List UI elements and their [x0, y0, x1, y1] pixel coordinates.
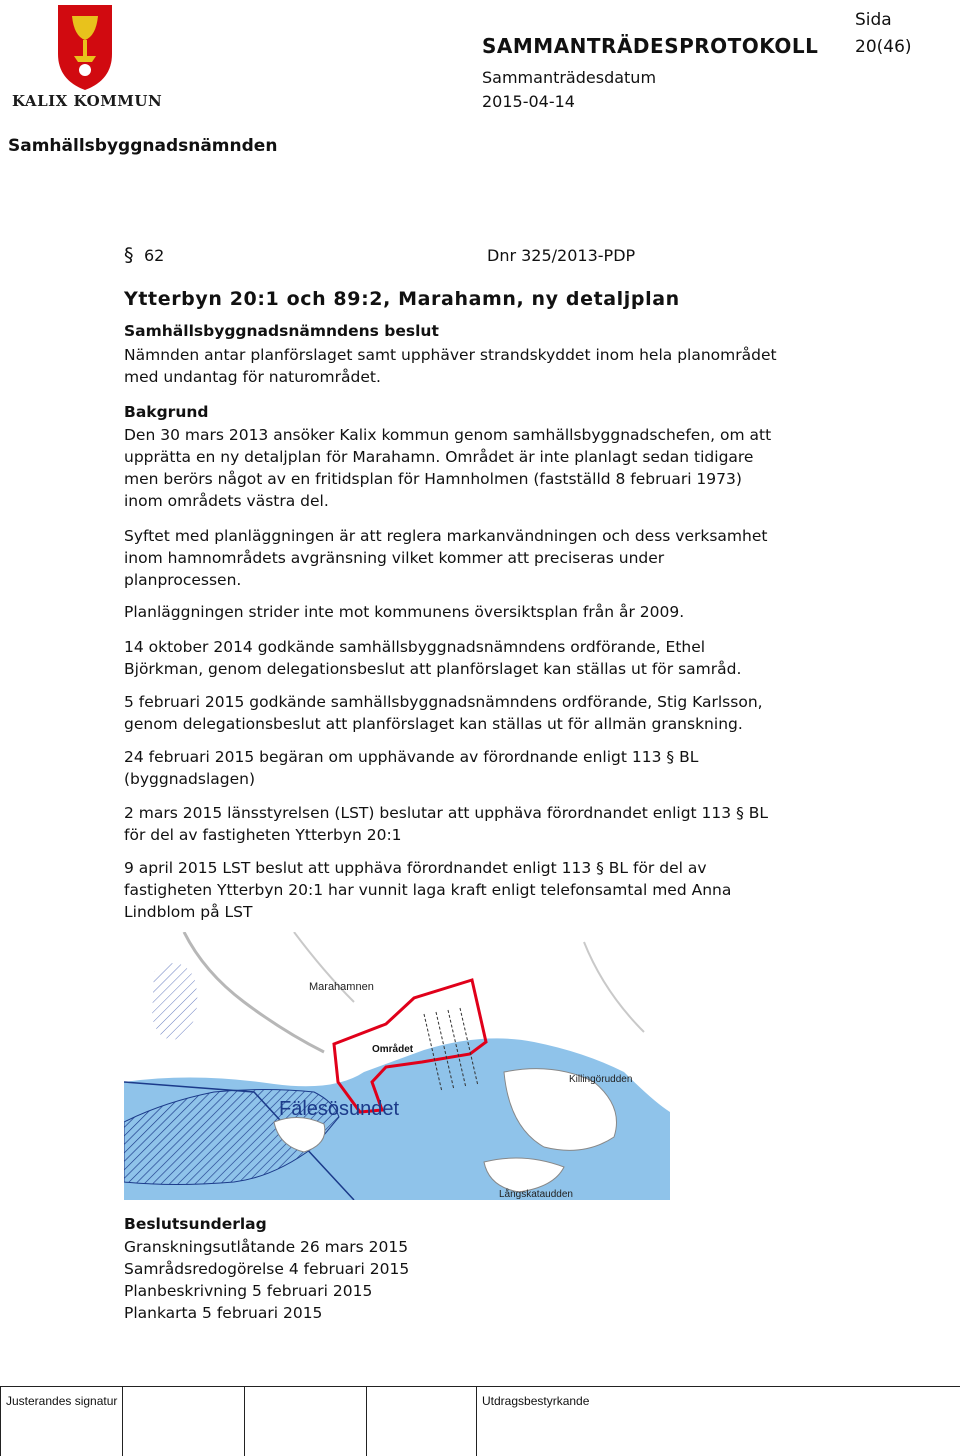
purpose-line: inom hamnområdets avgränsning vilket kommer att preciseras under — [124, 549, 665, 567]
footer-divider — [366, 1386, 367, 1456]
section-mark: § — [124, 244, 134, 266]
extract-label: Utdragsbestyrkande — [482, 1394, 590, 1408]
event-line: Lindblom på LST — [124, 903, 253, 921]
event-line: för del av fastigheten Ytterbyn 20:1 — [124, 826, 402, 844]
decision-line: Nämnden antar planförslaget samt upphäver strandskyddet inom hela planområdet — [124, 346, 777, 364]
footer-divider — [0, 1386, 1, 1456]
plan-area-map — [124, 932, 670, 1200]
event-line: (byggnadslagen) — [124, 770, 256, 788]
event-line: 5 februari 2015 godkände samhällsbyggnadsnämndens ordförande, Stig Karlsson, — [124, 693, 763, 711]
purpose-line: Syftet med planläggningen är att reglera markanvändningen och dess verksamhet — [124, 527, 768, 545]
meeting-date: 2015-04-14 — [482, 92, 575, 111]
meeting-date-label: Sammanträdesdatum — [482, 68, 657, 87]
event-line: fastigheten Ytterbyn 20:1 har vunnit laga kraft enligt telefonsamtal med Anna — [124, 881, 732, 899]
map-label-marahamn: Marahamnen — [309, 981, 374, 993]
event-line: 2 mars 2015 länsstyrelsen (LST) beslutar att upphäva förordnandet enligt 113 § BL — [124, 804, 769, 822]
footer-divider — [244, 1386, 245, 1456]
event-line: 14 oktober 2014 godkände samhällsbyggnadsnämndens ordförande, Ethel — [124, 638, 706, 656]
plan-conflict-statement: Planläggningen strider inte mot kommunens översiktsplan från år 2009. — [124, 603, 685, 621]
page-number: 20(46) — [855, 37, 912, 57]
map-image — [124, 932, 670, 1200]
page-label: Sida — [855, 10, 892, 30]
purpose-line: planprocessen. — [124, 571, 242, 589]
logo-text: KALIX KOMMUN — [12, 92, 163, 110]
basis-item: Plankarta 5 februari 2015 — [124, 1304, 323, 1322]
background-line: men berörs något av en fritidsplan för Hamnholmen (fastställd 8 februari 1973) — [124, 470, 742, 488]
basis-item: Planbeskrivning 5 februari 2015 — [124, 1282, 373, 1300]
map-label-sund: Fälesösundet — [279, 1098, 400, 1120]
signature-label: Justerandes signatur — [6, 1394, 118, 1408]
basis-item: Samrådsredogörelse 4 februari 2015 — [124, 1260, 410, 1278]
background-line: upprätta en ny detaljplan för Marahamn. Området är inte planlagt sedan tidigare — [124, 448, 754, 466]
basis-heading: Beslutsunderlag — [124, 1215, 267, 1233]
footer-divider — [476, 1386, 477, 1456]
coat-of-arms-icon — [8, 2, 160, 92]
background-line: inom områdets västra del. — [124, 492, 329, 510]
decision-line: med undantag för naturområdet. — [124, 368, 381, 386]
diary-number: Dnr 325/2013-PDP — [487, 246, 636, 265]
background-line: Den 30 mars 2013 ansöker Kalix kommun genom samhällsbyggnadschefen, om att — [124, 426, 772, 444]
case-number: 62 — [144, 246, 165, 265]
event-line: 9 april 2015 LST beslut att upphäva förordnandet enligt 113 § BL för del av — [124, 859, 707, 877]
map-label-omradet: Området — [372, 1044, 414, 1055]
case-title: Ytterbyn 20:1 och 89:2, Marahamn, ny detaljplan — [124, 288, 680, 310]
background-heading: Bakgrund — [124, 403, 209, 421]
signature-footer — [0, 1386, 960, 1456]
map-label-killingorudden: Killingörudden — [569, 1074, 633, 1085]
event-line: Björkman, genom delegationsbeslut att planförslaget kan ställas ut för samråd. — [124, 660, 742, 678]
event-line: genom delegationsbeslut att planförslaget kan ställas ut för allmän granskning. — [124, 715, 743, 733]
map-label-langskataudden: Långskataudden — [499, 1189, 573, 1200]
decision-heading: Samhällsbyggnadsnämndens beslut — [124, 322, 439, 340]
footer-divider — [0, 1386, 960, 1387]
board-name: Samhällsbyggnadsnämnden — [8, 136, 278, 156]
event-line: 24 februari 2015 begäran om upphävande av förordnande enligt 113 § BL — [124, 748, 699, 766]
protocol-title: SAMMANTRÄDESPROTOKOLL — [482, 34, 819, 58]
basis-item: Granskningsutlåtande 26 mars 2015 — [124, 1238, 409, 1256]
footer-divider — [122, 1386, 123, 1456]
